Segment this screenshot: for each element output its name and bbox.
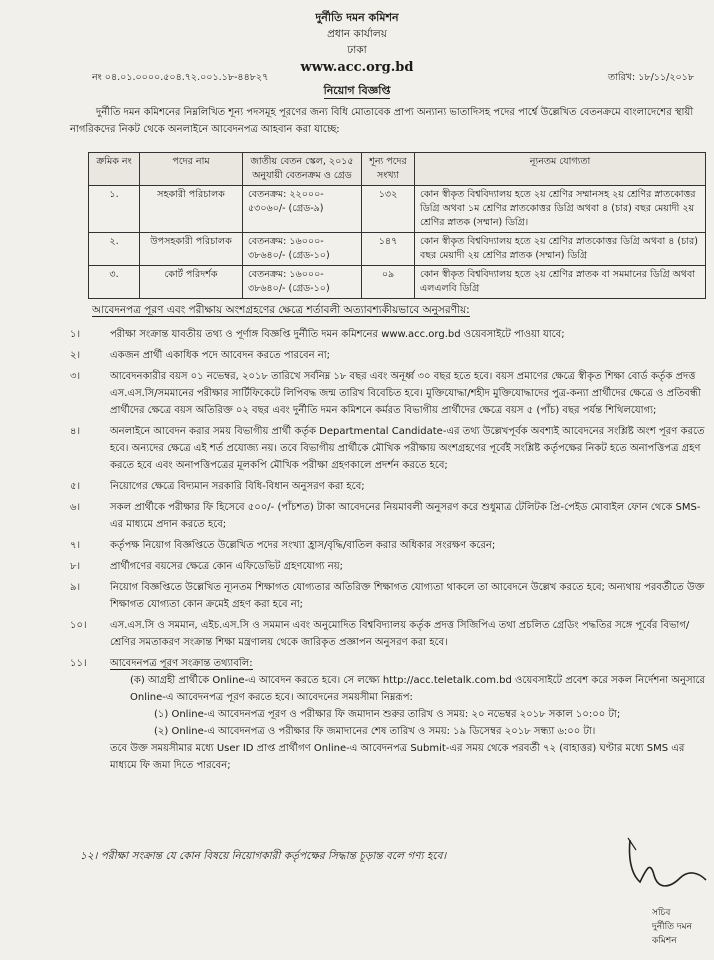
cell-serial: ১. — [89, 186, 140, 233]
item-number: ৫। — [70, 481, 81, 492]
signature-mark — [610, 830, 710, 900]
office-name: প্রধান কার্যালয় — [327, 28, 387, 40]
col-header-post-name: পদের নাম — [140, 153, 243, 186]
table-header-row — [89, 153, 706, 186]
cell-pay-scale: বেতনক্রম: ২২০০০- ৫৩০৬০/- (গ্রেড-৯) — [243, 186, 362, 233]
cell-pay-scale: বেতনক্রম: ১৬০০০- ৩৮৬৪০/- (গ্রেড-১০) — [243, 266, 362, 299]
item-number: ৮। — [70, 561, 81, 572]
cell-serial: ২. — [89, 233, 140, 266]
memo-date: তারিখ: ১৮/১১/২০১৮ — [607, 72, 694, 83]
table-row — [89, 186, 706, 233]
list-item — [70, 368, 710, 419]
item-number: ৪। — [70, 426, 81, 437]
item-text: নিয়োগ বিজ্ঞপ্তিতে উল্লেখিত ন্যূনতম শিক্ষাগত যোগ্যতার অতিরিক্ত শিক্ষাগত যোগ্যতা থাকলে তা আবেদনে উল্লেখ করতে হবে; অন্যথায় পরবর্তীতে উক্ত শিক্ষাগত যোগ্যতা কোন ক্রমেই গ্রহণ করা হবে না; — [110, 582, 705, 610]
item-text: এস.এস.সি ও সমমান, এইচ.এস.সি ও সমমান এবং অনুমোদিত বিশ্ববিদ্যালয় কর্তৃক প্রদত্ত সিজিপিএ তথা প্রচলিত গ্রেডিং পদ্ধতির সঙ্গে পূর্বের বিভাগ/শ্রেণির সমতাকরণ সংক্রান্ত শিক্ষা মন্ত্রণালয় থেকে জারিকৃত প্রজ্ঞাপন অনুসরণ করা হবে। — [110, 620, 690, 648]
signatory-block — [652, 906, 714, 948]
notice-title-text: নিয়োগ বিজ্ঞপ্তি — [323, 84, 391, 97]
application-end-date: (২) Online-এ আবেদনপত্র ও পরীক্ষার ফি জমাদানের শেষ তারিখ ও সময়: ১৯ ডিসেম্বর ২০১৮ সন্ধ্যা ৬:০০ টা। — [154, 726, 596, 737]
item-text: সকল প্রার্থীকে পরীক্ষার ফি হিসেবে ৫০০/- (পাঁচশত) টাকা আবেদনের নিয়মাবলী অনুসরণ করে শুধুমাত্র টেলিটক প্রি-পেইড মোবাইল ফোন থেকে SMS-এর মাধ্যমে প্রদান করতে হবে; — [110, 502, 701, 530]
table-row — [89, 233, 706, 266]
cell-vacancy: ১৩২ — [362, 186, 415, 233]
col-header-qualification: ন্যূনতম যোগ্যতা — [415, 153, 706, 186]
cell-post-name: কোর্ট পরিদর্শক — [140, 266, 243, 299]
final-clause: ১২। পরীক্ষা সংক্রান্ত যে কোন বিষয়ে নিয়োগকারী কর্তৃপক্ষের সিদ্ধান্ত চূড়ান্ত বলে গণ্য হবে। — [80, 850, 447, 862]
org-name: দুর্নীতি দমন কমিশন — [315, 11, 399, 24]
list-item — [70, 499, 710, 533]
item-text: একজন প্রার্থী একাধিক পদে আবেদন করতে পারবেন না; — [110, 350, 330, 361]
item-text: নিয়োগের ক্ষেত্রে বিদ্যমান সরকারি বিধি-বিধান অনুসরণ করা হবে; — [110, 481, 365, 492]
item-number: ৯। — [70, 582, 81, 593]
list-item — [70, 558, 710, 575]
list-item — [70, 326, 710, 343]
application-info-title: আবেদনপত্র পূরণ সংক্রান্ত তথ্যাবলি: — [110, 658, 253, 669]
conditions-title-text: আবেদনপত্র পূরণ এবং পরীক্ষায় অংশগ্রহণের ক্ষেত্রে শর্তাবলী অত্যাবশ্যকীয়ভাবে অনুসরণীয়: — [92, 304, 470, 316]
posts-table — [88, 152, 706, 299]
conditions-list — [70, 326, 710, 778]
item-number: ২। — [70, 350, 81, 361]
item-number: ৬। — [70, 502, 81, 513]
cell-serial: ৩. — [89, 266, 140, 299]
col-header-serial: ক্রমিক নং — [89, 153, 140, 186]
cell-pay-scale: বেতনক্রম: ১৬০০০- ৩৮৬৪০/- (গ্রেড-১০) — [243, 233, 362, 266]
list-item-application-info — [70, 655, 710, 774]
cell-qualification: কোন স্বীকৃত বিশ্ববিদ্যালয় হতে ২য় শ্রেণির সম্মানসহ ২য় শ্রেণির স্নাতকোত্তর ডিগ্রি অথবা ১ম শ্রেণির স্নাতকোত্তর ডিগ্রি অথবা ৪ (চার) বছর মেয়াদী ২য় শ্রেণির স্নাতক (সম্মান) ডিগ্রি। — [415, 186, 706, 233]
cell-vacancy: ১৪৭ — [362, 233, 415, 266]
list-item — [70, 478, 710, 495]
col-header-pay-scale: জাতীয় বেতন স্কেল, ২০১৫ অনুযায়ী বেতনক্রম ও গ্রেড — [243, 153, 362, 186]
intro-paragraph: দুর্নীতি দমন কমিশনের নিম্নলিখিত শূন্য পদসমূহ পূরণের জন্য বিধি মোতাবেক প্রাপ্য অন্যান্য ভাতাদিসহ পদের পার্শ্বে উল্লেখিত বেতনক্রমে বাংলাদেশের স্থায়ী নাগরিকদের নিকট থেকে অনলাইনে আবেদনপত্র আহবান করা যাচ্ছে: — [70, 107, 694, 135]
cell-post-name: সহকারী পরিচালক — [140, 186, 243, 233]
conditions-title — [92, 303, 470, 320]
item-number: ৭। — [70, 540, 81, 551]
item-text: আবেদনকারীর বয়স ০১ নভেম্বর, ২০১৮ তারিখে সর্বনিম্ন ১৮ বছর এবং অনূর্ধ্ব ৩০ বছর হতে হবে। বয়স প্রমাণের ক্ষেত্রে স্বীকৃত শিক্ষা বোর্ড কর্তৃক প্রদত্ত এস.এস.সি/সমমানের পরীক্ষার সার্টিফিকেটে লিপিবদ্ধ জন্ম তারিখ বিবেচিত হবে। মুক্তিযোদ্ধা/শহীদ মুক্তিযোদ্ধাদের পুত্র-কন্যা প্রার্থীদের ক্ষেত্রে ও প্রতিবন্ধী প্রার্থীদের ক্ষেত্রে বয়স অতিরিক্ত ০২ বছর এবং দুর্নীতি দমন কমিশনে কর্মরত বিভাগীয় প্রার্থীদের ক্ষেত্রে বয়স ৫ (পাঁচ) বছর পর্যন্ত শিথিলযোগ্য; — [110, 371, 701, 416]
item-text: কর্তৃপক্ষ নিয়োগ বিজ্ঞপ্তিতে উল্লেখিত পদের সংখ্যা হ্রাস/বৃদ্ধি/বাতিল করার অধিকার সংরক্ষণ করেন; — [110, 540, 496, 551]
list-item — [70, 347, 710, 364]
list-item — [70, 423, 710, 474]
memo-number: নং ০৪.০১.০০০০.৫০৪.৭২.০০১.১৮-৪৪৮২৭ — [92, 72, 269, 83]
item-text: পরীক্ষা সংক্রান্ত যাবতীয় তথ্য ও পূর্ণাঙ্গ বিজ্ঞপ্তি দুর্নীতি দমন কমিশনের www.acc.org.bd ওয়েবসাইটে পাওয়া যাবে; — [110, 329, 565, 340]
list-item — [70, 617, 710, 651]
city-name: ঢাকা — [347, 44, 367, 56]
cell-post-name: উপসহকারী পরিচালক — [140, 233, 243, 266]
notice-title — [0, 82, 714, 101]
application-info-a: (ক) আগ্রহী প্রার্থীকে Online-এ আবেদন করতে হবে। সে লক্ষ্যে http://acc.teletalk.com.bd ওয়েবসাইটে প্রবেশ করে সকল নির্দেশনা অনুসারে Online-এ আবেদনপত্র পূরণ করতে হবে। আবেদনের সময়সীমা নিম্নরূপ: — [130, 675, 706, 703]
cell-vacancy: ০৯ — [362, 266, 415, 299]
sms-fee-note: তবে উক্ত সময়সীমার মধ্যে User ID প্রাপ্ত প্রার্থীগণ Online-এ আবেদনপত্র Submit-এর সময় থেকে পরবর্তী ৭২ (বাহাত্তর) ঘণ্টার মধ্যে SMS এর মাধ্যমে ফি জমা দিতে পারবেন; — [110, 743, 685, 771]
item-text: অনলাইনে আবেদন করার সময় বিভাগীয় প্রার্থী কর্তৃক Departmental Candidate-এর তথ্য উল্লেখপূর্বক অবশ্যই আবেদনের সংশ্লিষ্ট অংশ পূরণ করতে হবে। অন্যদের ক্ষেত্রে এই শর্ত প্রযোজ্য নয়। তবে বিভাগীয় প্রার্থীকে মৌখিক পরীক্ষায় অংশগ্রহণের পূর্বেই সংশ্লিষ্ট কর্তৃপক্ষের নিকট হতে অনাপত্তিপত্র গ্রহণ করতে হবে এবং অনাপত্তিপত্রের মূলকপি মৌখিক পরীক্ষা গ্রহণকালে প্রদর্শন করতে হবে; — [110, 426, 705, 471]
list-item — [70, 537, 710, 554]
item-number: ১। — [70, 329, 81, 340]
website-text: www.acc.org.bd — [300, 60, 414, 75]
item-number: ১১। — [70, 658, 87, 669]
list-item — [70, 579, 710, 613]
item-text: প্রার্থীগণের বয়সের ক্ষেত্রে কোন এফিডেভিট গ্রহণযোগ্য নয়; — [110, 561, 343, 572]
table-row — [89, 266, 706, 299]
col-header-vacancy: শূন্য পদের সংখ্যা — [362, 153, 415, 186]
item-number: ১০। — [70, 620, 87, 631]
application-start-date: (১) Online-এ আবেদনপত্র পূরণ ও পরীক্ষার ফি জমাদান শুরুর তারিখ ও সময়: ২০ নভেম্বর ২০১৮ সকাল ১০:০০ টা; — [154, 709, 621, 720]
cell-qualification: কোন স্বীকৃত বিশ্ববিদ্যালয় হতে ২য় শ্রেণির স্নাতকোত্তর ডিগ্রি অথবা ৪ (চার) বছর মেয়াদী ২য় শ্রেণির স্নাতক (সম্মান) ডিগ্রি — [415, 233, 706, 266]
signatory-designation: সচিব — [652, 908, 671, 918]
signatory-office: দুর্নীতি দমন কমিশন — [652, 922, 692, 946]
item-number: ৩। — [70, 371, 81, 382]
letterhead — [0, 10, 714, 76]
cell-qualification: কোন স্বীকৃত বিশ্ববিদ্যালয় হতে ২য় শ্রেণির স্নাতক বা সমমানের ডিগ্রি অথবা এলএলবি ডিগ্রি — [415, 266, 706, 299]
